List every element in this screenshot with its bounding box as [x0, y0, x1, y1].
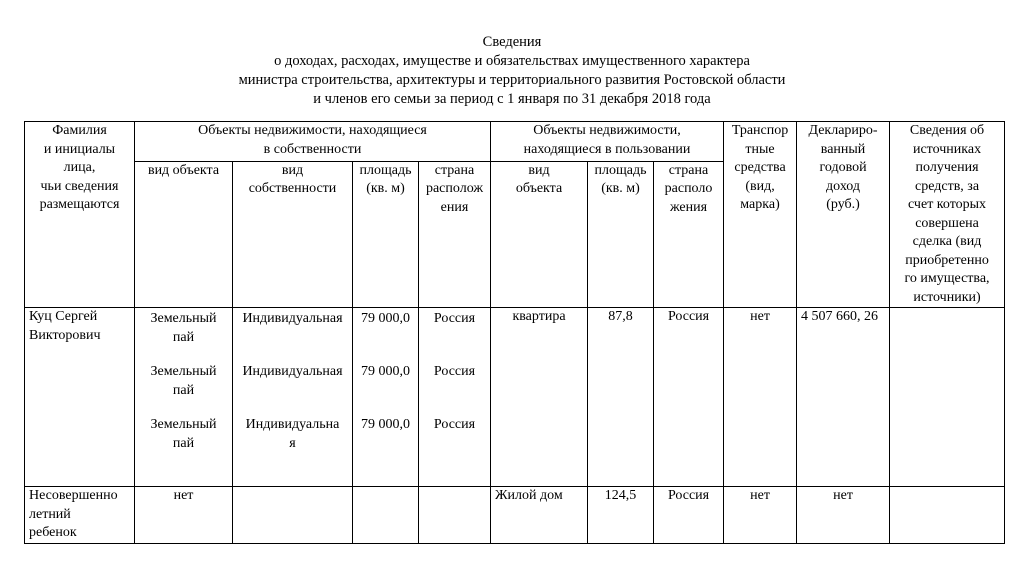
row-owned-types: Земельный пай Земельный пай Земельный пай: [135, 308, 233, 487]
table-row: [25, 487, 1005, 544]
row-used-area: 87,8: [588, 308, 654, 487]
row-used-country: Россия: [654, 308, 724, 487]
row-owned-countries: [419, 487, 491, 544]
row-income: 4 507 660, 26: [797, 308, 890, 487]
header-area: площадь (кв. м): [353, 161, 419, 307]
row-used-type: Жилой дом: [491, 487, 588, 544]
header-used-country: страна располо жения: [654, 161, 724, 307]
row-vehicles: нет: [724, 487, 797, 544]
header-used-object-type: вид объекта: [491, 161, 588, 307]
row-name: Куц Сергей Викторович: [25, 308, 135, 487]
row-vehicles: нет: [724, 308, 797, 487]
row-used-area: 124,5: [588, 487, 654, 544]
row-owned-areas: [353, 487, 419, 544]
heading-line-4: и членов его семьи за период с 1 января по 31 декабря 2018 года: [313, 91, 711, 107]
header-name: Фамилия и инициалы лица, чьи сведения размещаются: [25, 122, 135, 308]
heading-title: Сведения: [482, 34, 542, 50]
row-owned-areas: 79 000,0 79 000,0 79 000,0: [353, 308, 419, 487]
row-owned-countries: Россия Россия Россия: [419, 308, 491, 487]
header-country: страна располож ения: [419, 161, 491, 307]
row-name: Несовершенно летний ребенок: [25, 487, 135, 544]
header-sources: Сведения об источниках получения средств, за счет которых совершена сделка (вид приобретенно го имущества, источники): [890, 122, 1005, 308]
declaration-table: [24, 121, 1005, 544]
row-ownership-types: [233, 487, 353, 544]
header-owned-group: Объекты недвижимости, находящиеся в собственности: [135, 122, 491, 162]
row-sources: [890, 487, 1005, 544]
row-used-country: Россия: [654, 487, 724, 544]
row-income: нет: [797, 487, 890, 544]
heading-line-2: о доходах, расходах, имуществе и обязательствах имущественного характера: [274, 53, 750, 69]
table-row: [25, 308, 1005, 487]
document-heading: [0, 33, 1024, 109]
header-object-type: вид объекта: [135, 161, 233, 307]
row-sources: [890, 308, 1005, 487]
row-ownership-types: Индивидуальная Индивидуальная Индивидуальна я: [233, 308, 353, 487]
header-income: Деклариро- ванный годовой доход (руб.): [797, 122, 890, 308]
row-used-type: квартира: [491, 308, 588, 487]
header-vehicles: Транспор тные средства (вид, марка): [724, 122, 797, 308]
header-used-group: Объекты недвижимости, находящиеся в пользовании: [491, 122, 724, 162]
header-used-area: площадь (кв. м): [588, 161, 654, 307]
header-ownership-type: вид собственности: [233, 161, 353, 307]
heading-line-3: министра строительства, архитектуры и территориального развития Ростовской области: [238, 72, 786, 88]
row-owned-types: нет: [135, 487, 233, 544]
header-row-1: [25, 122, 1005, 162]
